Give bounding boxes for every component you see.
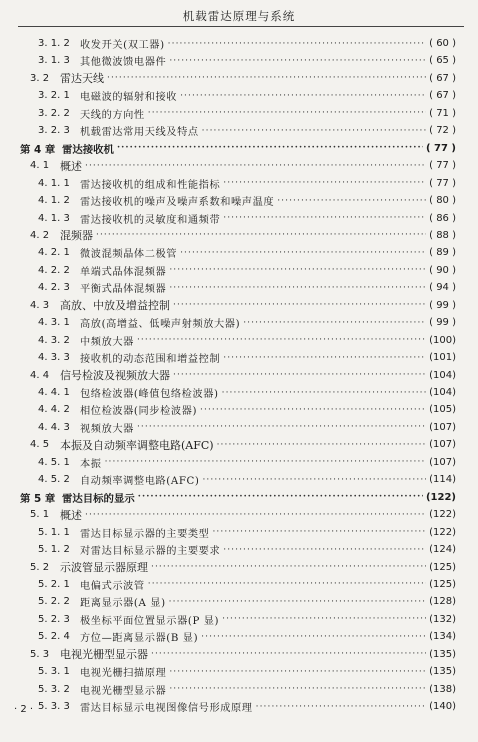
- toc-entry-page: ( 67 ): [429, 90, 456, 102]
- dot-leader: [168, 39, 426, 49]
- toc-entry-title: 本振及自动频率调整电路(AFC): [60, 438, 214, 452]
- toc-entry: [38, 105, 456, 122]
- toc-entry-number: 5. 3: [30, 648, 50, 660]
- toc-entry-title: 平衡式晶体混频器: [80, 284, 167, 296]
- dot-leader: [223, 353, 426, 363]
- toc-entry: [38, 454, 456, 471]
- toc-entry-page: (125): [429, 578, 456, 590]
- dot-leader: [212, 527, 426, 537]
- toc-entry: [38, 401, 456, 418]
- toc-entry-number: 5. 3. 3: [38, 701, 70, 713]
- toc-entry-page: (105): [429, 404, 456, 416]
- dot-leader: [223, 213, 426, 223]
- toc-entry-title: 电偏式示波管: [80, 580, 145, 592]
- toc-entry: [38, 611, 456, 628]
- dot-leader: [117, 143, 423, 153]
- dot-leader: [180, 248, 426, 258]
- toc-entry-page: (124): [429, 544, 456, 556]
- running-header: 机载雷达原理与系统: [182, 9, 296, 23]
- toc-entry-number: 3. 1. 2: [38, 38, 70, 49]
- toc-chapter-entry: [20, 489, 456, 506]
- toc-entry-page: (107): [429, 421, 456, 433]
- toc-entry-title: 距离显示器(A 显): [80, 598, 166, 610]
- toc-entry: [38, 471, 456, 488]
- toc-entry-title: 雷达目标显示器的主要类型: [80, 528, 210, 540]
- toc-entry: [30, 436, 456, 453]
- toc-entry-page: ( 77 ): [429, 177, 456, 189]
- dot-leader: [169, 667, 426, 677]
- toc-entry-page: ( 67 ): [429, 72, 456, 84]
- toc-entry-number: 第 5 章: [20, 492, 56, 505]
- toc-entry-number: 4. 3: [30, 299, 50, 311]
- toc-entry-title: 电视光栅型显示器: [60, 648, 148, 662]
- toc-entry-number: 4. 3. 1: [38, 317, 70, 329]
- toc-entry-page: ( 77 ): [429, 160, 456, 172]
- toc-entry-title: 雷达接收机的噪声及噪声系数和噪声温度: [80, 197, 275, 209]
- dot-leader: [169, 684, 426, 694]
- toc-entry-number: 4. 2. 3: [38, 282, 70, 294]
- toc-entry-number: 5. 3. 2: [38, 683, 70, 695]
- toc-entry: [38, 332, 456, 349]
- toc-entry-number: 4. 3. 2: [38, 334, 70, 346]
- toc-entry-page: (135): [429, 648, 456, 660]
- toc-entry-page: ( 94 ): [429, 282, 456, 294]
- dot-leader: [85, 510, 426, 520]
- toc-entry-number: 5. 2. 3: [38, 613, 70, 625]
- toc-entry-number: 5. 2: [30, 561, 50, 573]
- toc-entry-title: 电磁波的辐射和接收: [80, 92, 178, 104]
- toc-entry-number: 4. 5. 1: [38, 456, 70, 468]
- toc-entry-number: 4. 4. 2: [38, 404, 70, 416]
- toc-entry: [38, 524, 456, 541]
- toc-entry-title: 雷达接收机的组成和性能指标: [80, 179, 221, 191]
- toc-entry-title: 概述: [60, 508, 82, 522]
- toc-entry-page: (100): [429, 334, 456, 346]
- toc-entry-number: 4. 2: [30, 229, 50, 241]
- toc-entry-title: 极坐标平面位置显示器(P 显): [80, 615, 220, 627]
- header-rule: [18, 26, 464, 27]
- dot-leader: [85, 161, 426, 171]
- dot-leader: [243, 318, 426, 328]
- toc-entry-number: 4. 4: [30, 369, 50, 381]
- toc-entry-page: (104): [429, 369, 456, 381]
- toc-entry-title: 单端式晶体混频器: [80, 266, 167, 278]
- toc-entry-title: 电视光栅扫描原理: [80, 668, 167, 680]
- toc-entry: [38, 52, 456, 69]
- toc-entry-title: 雷达接收机: [62, 143, 114, 156]
- toc-entry-page: (122): [429, 526, 456, 538]
- toc-entry: [38, 681, 456, 698]
- toc-entry-number: 4. 2. 2: [38, 264, 70, 276]
- toc-entry-title: 收发开关(双工器): [80, 40, 165, 51]
- toc-entry: [38, 175, 456, 192]
- toc-entry-page: (138): [429, 683, 456, 695]
- toc-entry-title: 对雷达目标显示器的主要要求: [80, 546, 221, 558]
- toc-entry-page: (132): [429, 613, 456, 625]
- dot-leader: [169, 265, 426, 275]
- toc-entry-title: 相位检波器(同步检波器): [80, 406, 198, 418]
- toc-entry: [38, 35, 456, 52]
- toc-entry: [38, 698, 456, 715]
- toc-entry-page: (122): [425, 491, 456, 503]
- toc-entry-title: 天线的方向性: [80, 109, 145, 121]
- toc-entry-title: 高放(高增益、低噪声射频放大器): [80, 319, 241, 331]
- toc-entry-number: 第 4 章: [20, 143, 56, 156]
- toc-entry: [30, 367, 456, 384]
- toc-entry: [38, 663, 456, 680]
- dot-leader: [138, 492, 423, 502]
- dot-leader: [137, 335, 426, 345]
- toc-entry-number: 5. 2. 2: [38, 596, 70, 608]
- toc-entry-page: ( 86 ): [429, 212, 456, 224]
- toc-entry-title: 信号检波及视频放大器: [60, 369, 170, 383]
- dot-leader: [223, 545, 426, 555]
- toc-entry-number: 4. 5: [30, 439, 50, 451]
- toc-entry-page: ( 72 ): [429, 125, 456, 137]
- toc-entry-page: ( 65 ): [429, 55, 456, 67]
- toc-entry-title: 雷达接收机的灵敏度和通频带: [80, 214, 221, 226]
- toc-entry-title: 雷达目标显示电视图像信号形成原理: [80, 703, 253, 715]
- toc-entry-page: ( 88 ): [429, 229, 456, 241]
- toc-entry: [30, 157, 456, 174]
- dot-leader: [148, 108, 426, 118]
- toc-entry-number: 4. 3. 3: [38, 352, 70, 364]
- toc-entry-page: ( 71 ): [429, 107, 456, 119]
- toc-entry-number: 5. 1: [30, 509, 50, 521]
- toc-entry-page: (140): [429, 701, 456, 713]
- toc-entry: [38, 576, 456, 593]
- toc-entry-number: 5. 1. 1: [38, 526, 70, 538]
- dot-leader: [173, 300, 426, 310]
- dot-leader: [217, 440, 427, 450]
- toc-entry-page: ( 60 ): [429, 38, 456, 49]
- toc-entry-number: 4. 1. 3: [38, 212, 70, 224]
- toc-entry-number: 4. 4. 1: [38, 387, 70, 398]
- toc-entry: [38, 122, 456, 139]
- toc-entry-page: (107): [429, 439, 456, 451]
- toc-entry: [38, 87, 456, 104]
- toc-entry: [38, 384, 456, 401]
- toc-entry-page: ( 80 ): [429, 195, 456, 207]
- toc-entry-title: 接收机的动态范围和增益控制: [80, 354, 221, 366]
- dot-leader: [256, 702, 427, 712]
- dot-leader: [223, 178, 426, 188]
- toc-entry: [30, 646, 456, 663]
- toc-entry: [38, 210, 456, 227]
- toc-entry: [30, 506, 456, 523]
- toc-entry-page: (107): [429, 456, 456, 468]
- toc-entry-page: (125): [429, 561, 456, 573]
- toc-entry-number: 5. 1. 2: [38, 544, 70, 556]
- toc-entry-number: 4. 1: [30, 160, 50, 172]
- toc-entry-page: (122): [429, 509, 456, 521]
- toc-entry: [30, 70, 456, 87]
- toc-entry-page: (134): [429, 631, 456, 643]
- toc-entry-title: 概述: [60, 159, 82, 173]
- toc-entry: [38, 192, 456, 209]
- toc-entry-title: 高放、中放及增益控制: [60, 299, 170, 313]
- toc-entry: [30, 227, 456, 244]
- dot-leader: [277, 196, 426, 206]
- toc-entry-number: 3. 2. 3: [38, 125, 70, 137]
- toc-entry-page: ( 89 ): [429, 247, 456, 259]
- toc-entry: [38, 244, 456, 261]
- toc-entry-page: (104): [429, 387, 456, 398]
- dot-leader: [96, 230, 426, 240]
- toc-entry-number: 3. 1. 3: [38, 55, 70, 67]
- dot-leader: [201, 632, 426, 642]
- dot-leader: [202, 126, 426, 136]
- dot-leader: [107, 73, 426, 83]
- dot-leader: [105, 457, 427, 467]
- dot-leader: [173, 370, 426, 380]
- toc-entry-number: 5. 3. 1: [38, 666, 70, 678]
- toc-entry-number: 4. 5. 2: [38, 474, 70, 486]
- toc-entry: [38, 419, 456, 436]
- toc-entry: [38, 541, 456, 558]
- toc-entry-number: 4. 1. 1: [38, 177, 70, 189]
- toc-entry-title: 本振: [80, 458, 102, 470]
- toc-entry-title: 视频放大器: [80, 423, 134, 435]
- dot-leader: [200, 405, 426, 415]
- toc-entry-page: ( 99 ): [429, 299, 456, 311]
- toc-entry-title: 雷达天线: [60, 72, 104, 86]
- toc-entry: [30, 559, 456, 576]
- toc-entry-number: 4. 1. 2: [38, 195, 70, 207]
- dot-leader: [180, 91, 426, 101]
- dot-leader: [222, 614, 426, 624]
- toc-entry: [38, 262, 456, 279]
- toc-entry-number: 4. 4. 3: [38, 421, 70, 433]
- dot-leader: [137, 422, 426, 432]
- dot-leader: [151, 649, 426, 659]
- toc-entry-title: 混频器: [60, 229, 93, 243]
- toc-chapter-entry: [20, 140, 456, 157]
- toc-entry-title: 机载雷达常用天线及特点: [80, 127, 199, 139]
- toc-entry: [38, 349, 456, 366]
- toc-entry-page: ( 77 ): [425, 142, 456, 154]
- dot-leader: [169, 283, 426, 293]
- toc-entry-title: 包络检波器(峰值包络检波器): [80, 389, 219, 400]
- toc-entry: [38, 593, 456, 610]
- dot-leader: [148, 579, 426, 589]
- dot-leader: [169, 56, 426, 66]
- toc-entry-number: 3. 2. 2: [38, 107, 70, 119]
- toc-entry-title: 示波管显示器原理: [60, 561, 148, 574]
- toc-entry-title: 微波混频晶体二极管: [80, 249, 178, 261]
- toc-entry-title: 中频放大器: [80, 336, 134, 348]
- toc-entry: [30, 297, 456, 314]
- toc-entry: [38, 279, 456, 296]
- dot-leader: [169, 597, 426, 607]
- toc-entry-title: 自动频率调整电路(AFC): [80, 476, 200, 488]
- toc-entry-page: (128): [429, 596, 456, 608]
- dot-leader: [222, 388, 427, 398]
- toc-entry-number: 3. 2: [30, 72, 50, 84]
- dot-leader: [202, 475, 426, 485]
- toc-entry-page: (114): [429, 474, 456, 486]
- toc-entry-title: 电视光栅型显示器: [80, 685, 167, 697]
- toc-entry-page: (101): [429, 352, 456, 364]
- dot-leader: [151, 562, 426, 572]
- toc-entry-page: ( 90 ): [429, 264, 456, 276]
- toc-entry-title: 雷达目标的显示: [62, 492, 135, 505]
- toc-entry-number: 4. 2. 1: [38, 247, 70, 259]
- page-number: · 2 ·: [14, 704, 34, 715]
- toc-entry-number: 3. 2. 1: [38, 90, 70, 102]
- toc-entry-title: 其他微波馈电器件: [80, 57, 167, 69]
- toc-entry-number: 5. 2. 4: [38, 631, 70, 643]
- toc-entry-number: 5. 2. 1: [38, 578, 70, 590]
- toc-entry-page: ( 99 ): [429, 317, 456, 329]
- toc-entry-title: 方位—距离显示器(B 显): [80, 633, 199, 645]
- toc-entry: [38, 314, 456, 331]
- toc-entry: [38, 628, 456, 645]
- toc-entry-page: (135): [429, 666, 456, 678]
